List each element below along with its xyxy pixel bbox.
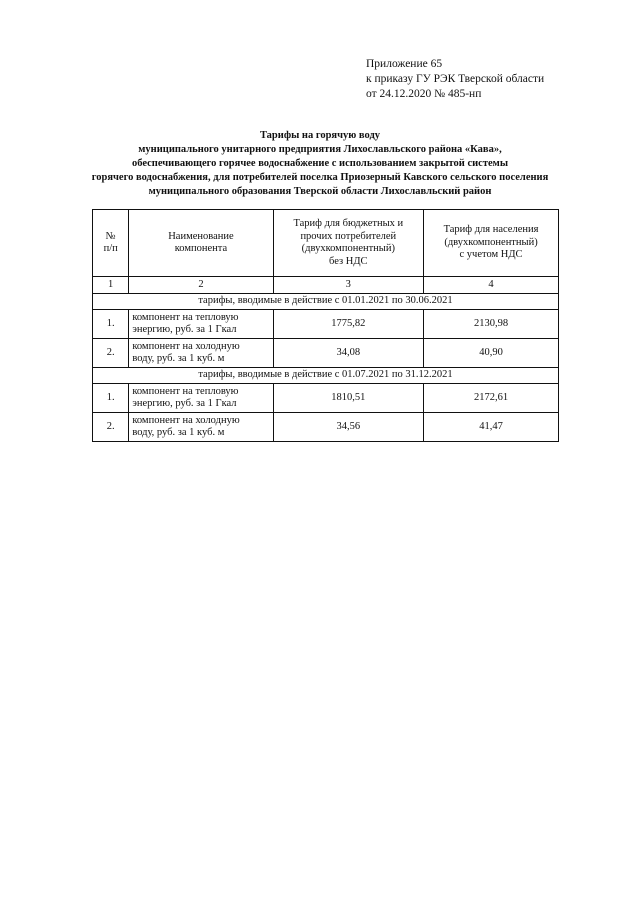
row-number: 1. <box>93 384 129 413</box>
row-component-name <box>129 339 273 368</box>
table-row <box>93 384 559 413</box>
component-name-line: компонент на тепловую <box>132 311 239 323</box>
row-budget-value: 34,56 <box>273 413 423 442</box>
table-header-row <box>93 210 559 277</box>
component-name-line: энергию, руб. за 1 Гкал <box>132 324 237 335</box>
row-component-name <box>129 310 273 339</box>
title-line-1: Тарифы на горячую воду <box>259 130 381 141</box>
row-component-name <box>129 384 273 413</box>
header-budget-line: Тариф для бюджетных и <box>293 218 404 229</box>
header-name-line: компонента <box>174 243 228 254</box>
row-population-value: 2130,98 <box>424 310 559 339</box>
table-row <box>93 310 559 339</box>
row-budget-value: 34,08 <box>273 339 423 368</box>
header-population-line: с учетом НДС <box>459 249 523 261</box>
component-name-line: воду, руб. за 1 куб. м <box>132 427 225 438</box>
component-name-line: компонент на холодную <box>132 414 240 426</box>
row-component-name <box>129 413 273 442</box>
header-name-line: Наименование <box>168 230 234 242</box>
title-line-3: обеспечивающего горячее водоснабжение с использованием закрытой системы <box>131 158 509 169</box>
row-budget-value: 1810,51 <box>273 384 423 413</box>
period-row <box>93 368 559 384</box>
period-label: тарифы, вводимые в действие с 01.01.2021 по 30.06.2021 <box>93 294 559 310</box>
row-population-value: 41,47 <box>424 413 559 442</box>
header-budget-tariff <box>273 210 423 277</box>
header-budget-line: прочих потребителей <box>300 230 397 242</box>
header-population-line: Тариф для населения <box>443 224 539 236</box>
header-number-line: п/п <box>103 243 118 254</box>
column-number: 4 <box>424 277 559 294</box>
document-title <box>70 129 570 199</box>
appendix-date: от 24.12.2020 № 485-нп <box>366 88 482 100</box>
row-number: 1. <box>93 310 129 339</box>
appendix-reference <box>366 57 544 102</box>
row-number: 2. <box>93 339 129 368</box>
title-line-5: муниципального образования Тверской области Лихославльский район <box>148 186 492 197</box>
row-population-value: 2172,61 <box>424 384 559 413</box>
header-population-line: (двухкомпонентный) <box>444 236 538 248</box>
header-budget-line: без НДС <box>329 255 368 267</box>
component-name-line: энергию, руб. за 1 Гкал <box>132 398 237 409</box>
table-row <box>93 339 559 368</box>
column-number: 3 <box>273 277 423 294</box>
appendix-number: Приложение 65 <box>366 58 443 70</box>
table-row <box>93 413 559 442</box>
column-number: 2 <box>129 277 273 294</box>
row-population-value: 40,90 <box>424 339 559 368</box>
header-number <box>93 210 129 277</box>
component-name-line: воду, руб. за 1 куб. м <box>132 353 225 364</box>
appendix-order: к приказу ГУ РЭК Тверской области <box>366 73 545 85</box>
header-number-line: № <box>105 230 116 242</box>
row-budget-value: 1775,82 <box>273 310 423 339</box>
component-name-line: компонент на тепловую <box>132 385 239 397</box>
period-label: тарифы, вводимые в действие с 01.07.2021 по 31.12.2021 <box>93 368 559 384</box>
header-component-name <box>129 210 273 277</box>
period-row <box>93 294 559 310</box>
tariff-table <box>92 209 559 442</box>
component-name-line: компонент на холодную <box>132 340 240 352</box>
column-numbers-row <box>93 277 559 294</box>
title-line-2: муниципального унитарного предприятия Лихославльского района «Кава», <box>138 144 502 155</box>
column-number: 1 <box>93 277 129 294</box>
header-budget-line: (двухкомпонентный) <box>301 243 395 254</box>
header-population-tariff <box>424 210 559 277</box>
title-line-4: горячего водоснабжения, для потребителей поселка Приозерный Кавского сельского поселения <box>91 172 549 183</box>
row-number: 2. <box>93 413 129 442</box>
